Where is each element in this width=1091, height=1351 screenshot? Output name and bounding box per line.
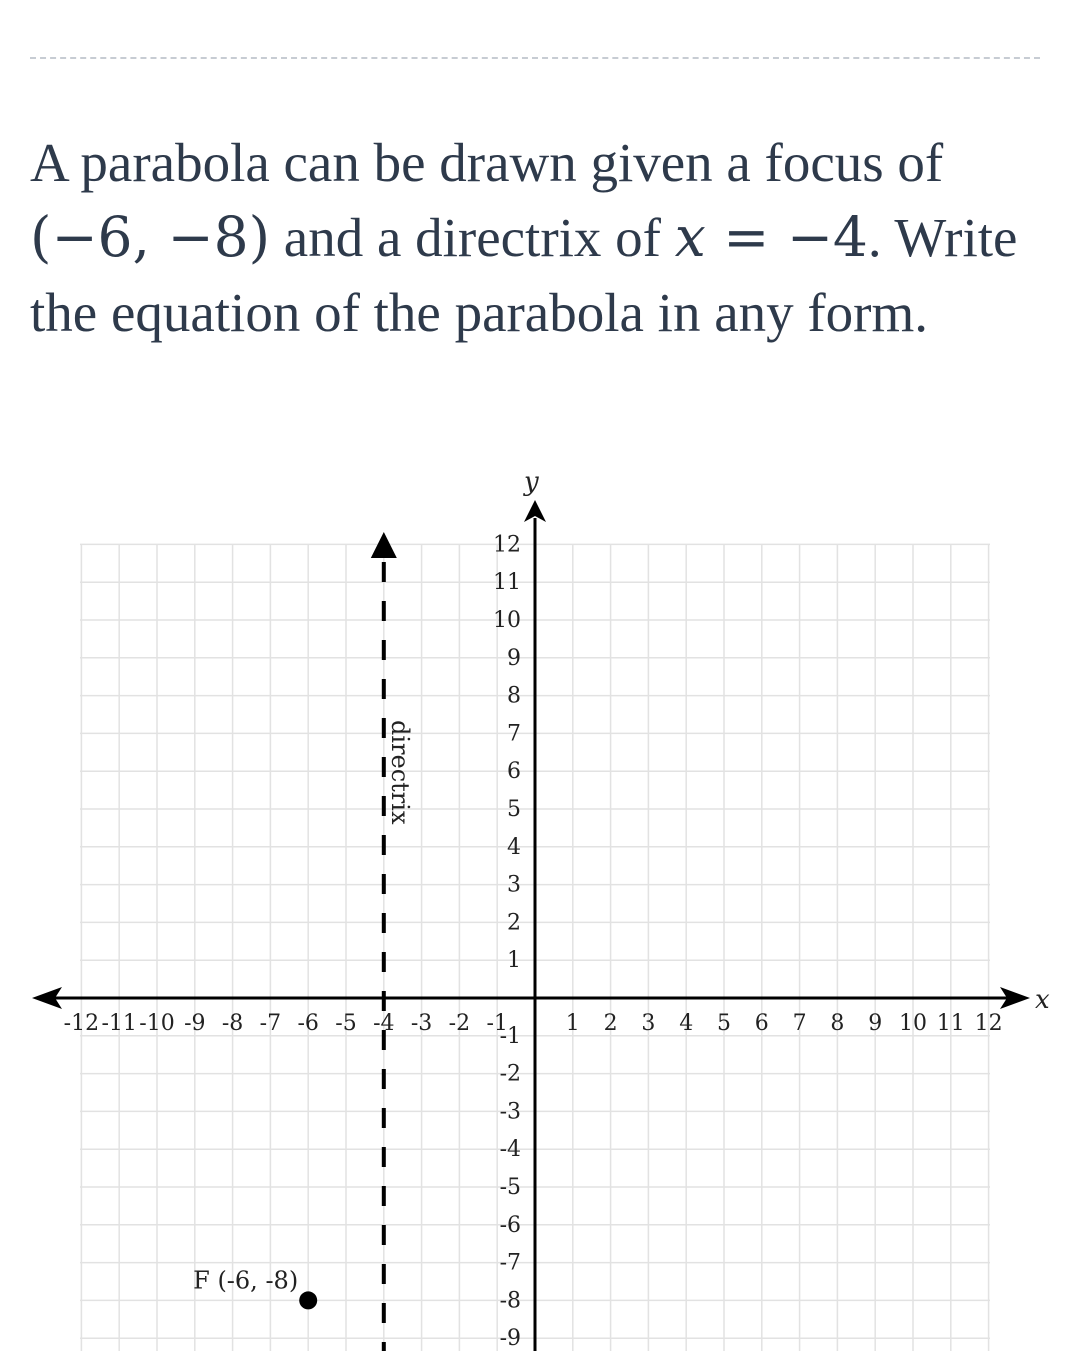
question-instruction: the equation of the parabola in any form. xyxy=(30,282,929,343)
focus-expression: (−6, −8) xyxy=(30,205,271,269)
y-tick-label: -3 xyxy=(499,1099,521,1125)
x-tick-label: 8 xyxy=(830,1011,845,1036)
x-tick-label: -8 xyxy=(221,1011,244,1036)
directrix-equation: = −4 xyxy=(705,205,868,269)
focus-point xyxy=(299,1291,317,1309)
question-connector: and a directrix of xyxy=(270,207,675,268)
x-tick-label: -3 xyxy=(410,1011,433,1036)
x-tick-label: 4 xyxy=(679,1011,694,1036)
x-tick-label: -9 xyxy=(184,1011,206,1036)
x-tick-label: -1 xyxy=(486,1011,508,1036)
x-tick-label: -6 xyxy=(297,1011,319,1036)
y-axis-label: y xyxy=(524,467,539,497)
x-tick-label: -2 xyxy=(448,1011,471,1036)
x-tick-label: 1 xyxy=(565,1011,580,1036)
y-tick-label: 5 xyxy=(507,797,521,822)
x-tick-label: 5 xyxy=(717,1011,731,1036)
x-tick-label: -4 xyxy=(373,1011,395,1036)
y-tick-label: -5 xyxy=(499,1175,521,1200)
x-tick-label: 2 xyxy=(603,1011,618,1036)
y-tick-label: 6 xyxy=(507,759,521,785)
x-tick-label: 6 xyxy=(754,1011,769,1036)
y-tick-label: 2 xyxy=(507,910,521,936)
y-tick-label: 4 xyxy=(507,834,521,860)
y-tick-label: 1 xyxy=(507,948,521,974)
directrix-label: directrix xyxy=(385,720,414,825)
y-tick-label: -4 xyxy=(499,1137,521,1163)
x-axis-label: x xyxy=(1035,985,1050,1015)
y-tick-label: 3 xyxy=(507,872,521,898)
y-tick-label: -2 xyxy=(499,1061,521,1087)
points-group xyxy=(193,1266,317,1309)
y-tick-label: -6 xyxy=(499,1212,521,1238)
y-tick-label: -9 xyxy=(499,1326,521,1351)
y-tick-label: -7 xyxy=(499,1250,521,1276)
directrix-group xyxy=(371,532,414,1351)
variable-x: x xyxy=(674,205,706,269)
x-tick-label: -7 xyxy=(259,1011,282,1036)
x-tick-label: 7 xyxy=(792,1011,807,1036)
x-tick-label: 3 xyxy=(641,1011,656,1036)
x-tick-label: -12 xyxy=(63,1011,100,1036)
y-tick-label: 7 xyxy=(507,721,521,747)
question-write: . Write xyxy=(867,207,1018,268)
y-tick-label: -1 xyxy=(499,1023,521,1049)
y-tick-label: 10 xyxy=(493,608,521,633)
y-tick-label: 12 xyxy=(493,532,521,558)
x-tick-label: 12 xyxy=(974,1011,1003,1036)
focus-label: F (-6, -8) xyxy=(193,1266,299,1295)
axes xyxy=(32,500,1030,1351)
y-tick-label: 9 xyxy=(507,645,521,671)
x-tick-label: 11 xyxy=(936,1011,965,1036)
y-tick-label: 8 xyxy=(507,683,521,709)
x-tick-label: -11 xyxy=(101,1011,137,1036)
question-intro: A parabola can be drawn given a focus of xyxy=(30,132,944,193)
y-tick-label: -8 xyxy=(499,1288,521,1314)
x-tick-label: -5 xyxy=(335,1011,357,1036)
x-tick-label: 10 xyxy=(899,1011,927,1036)
tick-labels xyxy=(64,532,1003,1351)
x-tick-label: -10 xyxy=(139,1011,175,1036)
y-tick-label: 11 xyxy=(493,570,521,596)
x-tick-label: 9 xyxy=(868,1011,883,1036)
